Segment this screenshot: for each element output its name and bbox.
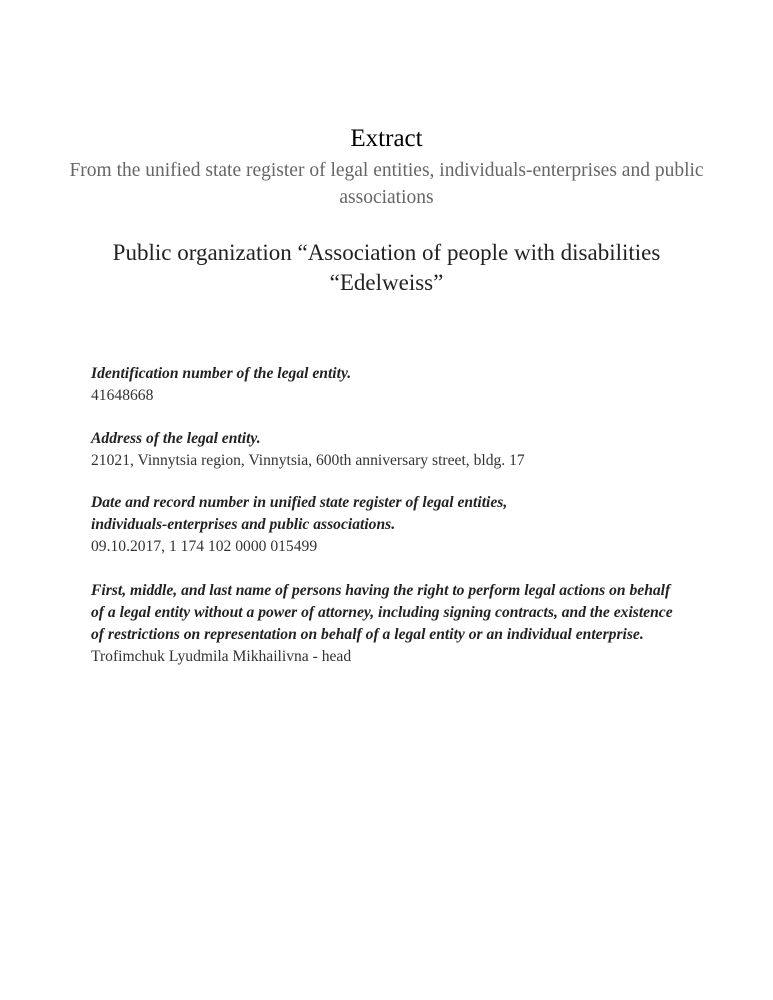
organization-name: Public organization “Association of people with disabilities “Edelweiss” — [112, 240, 661, 295]
document-subtitle: From the unified state register of legal entities, individuals-enterprises and public associations — [69, 160, 704, 208]
address-section — [91, 428, 691, 472]
representatives-label: First, middle, and last name of persons having the right to perform legal actions on behalf of a legal entity without a power of attorney, including signing contracts, and the existence of restrictions on representation on behalf of a legal entity or an individual enterprise. — [91, 582, 673, 643]
document-title: Extract — [350, 125, 423, 152]
identification-label: Identification number of the legal entity. — [91, 365, 352, 382]
registration-value: 09.10.2017, 1 174 102 0000 015499 — [91, 538, 318, 555]
registration-label: Date and record number in unified state register of legal entities, individuals-enterprises and public associations. — [91, 494, 508, 533]
address-label: Address of the legal entity. — [91, 430, 261, 447]
representatives-section — [91, 580, 676, 668]
identification-section — [91, 363, 691, 407]
representatives-value: Trofimchuk Lyudmila Mikhailivna - head — [91, 648, 352, 665]
address-value: 21021, Vinnytsia region, Vinnytsia, 600th anniversary street, bldg. 17 — [91, 452, 525, 469]
identification-value: 41648668 — [91, 387, 154, 404]
registration-section — [91, 492, 561, 558]
